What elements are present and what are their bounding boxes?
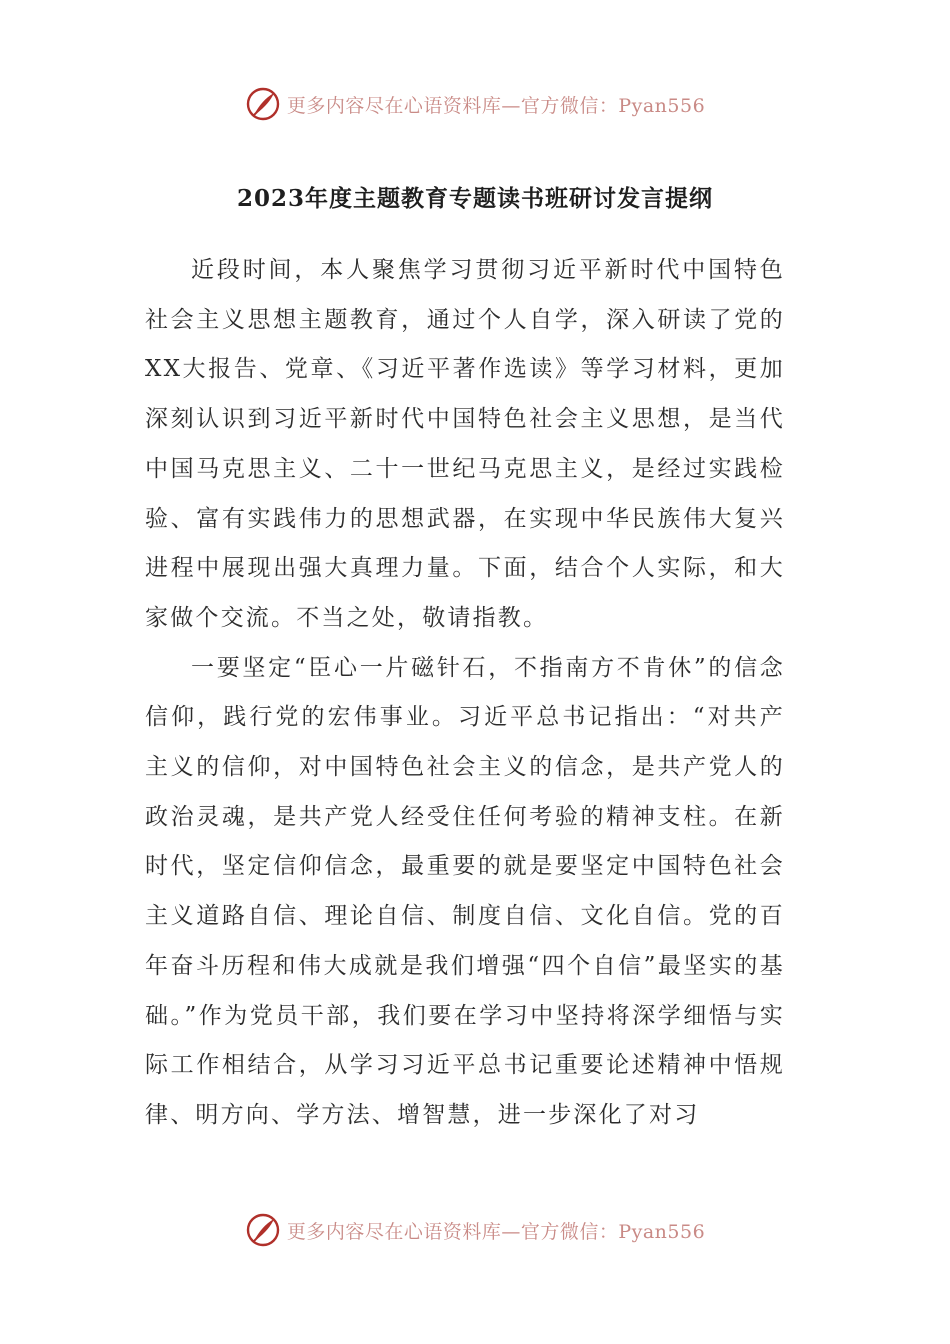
header-banner-text: 更多内容尽在心语资料库—官方微信：Pyan556 [286,94,706,117]
footer-banner [0,1210,950,1250]
quill-pen-logo-icon [245,86,281,122]
footer-banner-text: 更多内容尽在心语资料库—官方微信：Pyan556 [286,1220,706,1243]
header-banner [0,84,950,124]
paragraph-point-one: 一要坚定“臣心一片磁针石，不指南方不肯休”的信念信仰，践行党的宏伟事业。习近平总书记指出：“对共产主义的信仰，对中国特色社会主义的信念，是共产党人的政治灵魂，是共产党人经受住任何考验的精神支柱。在新时代，坚定信仰信念，最重要的就是要坚定中国特色社会主义道路自信、理论自信、制度自信、文化自信。党的百年奋斗历程和伟大成就是我们增强“四个自信”最坚实的基础。”作为党员干部，我们要在学习中坚持将深学细悟与实际工作相结合，从学习习近平总书记重要论述精神中悟规律、明方向、学方法、增智慧，进一步深化了对习 [145,654,785,1128]
quill-pen-logo-icon [245,1212,281,1248]
document-body [145,246,785,1141]
document-title: 2023年度主题教育专题读书班研讨发言提纲 [236,185,713,212]
paragraph-intro: 近段时间，本人聚焦学习贯彻习近平新时代中国特色社会主义思想主题教育，通过个人自学，深入研读了党的XX大报告、党章、《习近平著作选读》等学习材料，更加深刻认识到习近平新时代中国特色社会主义思想，是当代中国马克思主义、二十一世纪马克思主义，是经过实践检验、富有实践伟力的思想武器，在实现中华民族伟大复兴进程中展现出强大真理力量。下面，结合个人实际，和大家做个交流。不当之处，敬请指教。 [145,257,785,631]
